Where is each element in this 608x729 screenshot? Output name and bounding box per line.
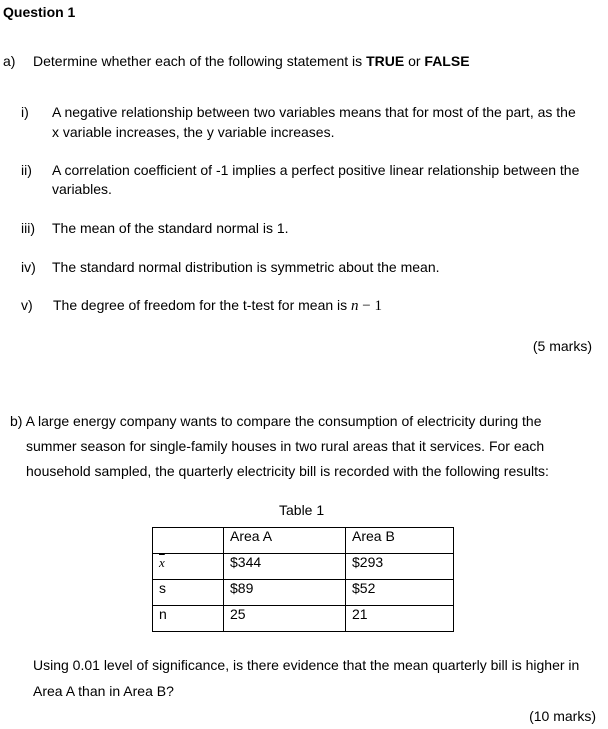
data-table [152,527,454,632]
item-v-number: v) [21,297,33,313]
item-v-text-prefix: The degree of freedom for the t-test for mean is [53,297,352,313]
item-iii-text: The mean of the standard normal is 1. [52,220,289,236]
part-b-line1: b) A large energy company wants to compare the consumption of electricity during the [10,413,542,429]
false-keyword: FALSE [424,53,470,69]
row-label-n: n [153,606,224,632]
cell-area-a: 25 [224,606,346,632]
table-row [153,554,454,580]
item-ii-line2: variables. [52,181,112,197]
item-iii-number: iii) [21,220,35,236]
xbar-symbol: $\overline{x}$ [159,555,165,570]
part-a-label: a) [3,53,16,69]
header-area-a: Area A [224,528,346,554]
header-empty [153,528,224,554]
or-keyword: or [404,53,425,69]
item-i-line1: A negative relationship between two variables means that for most of the part, as the [52,104,576,120]
cell-area-b: 21 [346,606,454,632]
part-b-question-line2: Area A than in Area B? [33,683,174,699]
part-a-intro-text: Determine whether each of the following statement is [33,53,367,69]
cell-area-a: $344 [224,554,346,580]
part-b-line3: household sampled, the quarterly electricity bill is recorded with the following results: [26,463,549,479]
item-iv-text: The standard normal distribution is symmetric about the mean. [52,259,440,275]
part-a-intro [33,53,470,69]
table-row [153,580,454,606]
item-ii-line1: A correlation coefficient of -1 implies a perfect positive linear relationship between the [52,162,580,178]
cell-area-b: $293 [346,554,454,580]
part-b-question-line1: Using 0.01 level of significance, is there evidence that the mean quarterly bill is higher in [33,657,580,673]
item-i-number: i) [21,104,29,120]
table-header-row [153,528,454,554]
cell-area-a: $89 [224,580,346,606]
row-label-s: s [153,580,224,606]
item-v-text [53,297,382,315]
minus-one: − 1 [358,298,383,314]
part-a-marks: (5 marks) [532,338,592,354]
header-area-b: Area B [346,528,454,554]
cell-area-b: $52 [346,580,454,606]
part-b-line2: summer season for single-family houses in two rural areas that it services. For each [26,438,545,454]
question-title: Question 1 [3,4,76,20]
item-ii-number: ii) [21,162,32,178]
item-iv-number: iv) [21,259,36,275]
n-variable: n [351,298,359,314]
true-keyword: TRUE [366,53,405,69]
item-i-line2: x variable increases, the y variable increases. [52,124,335,140]
part-b-marks: (10 marks) [529,708,596,724]
table-caption: Table 1 [279,502,325,518]
row-label-xbar [153,554,224,580]
table-row [153,606,454,632]
